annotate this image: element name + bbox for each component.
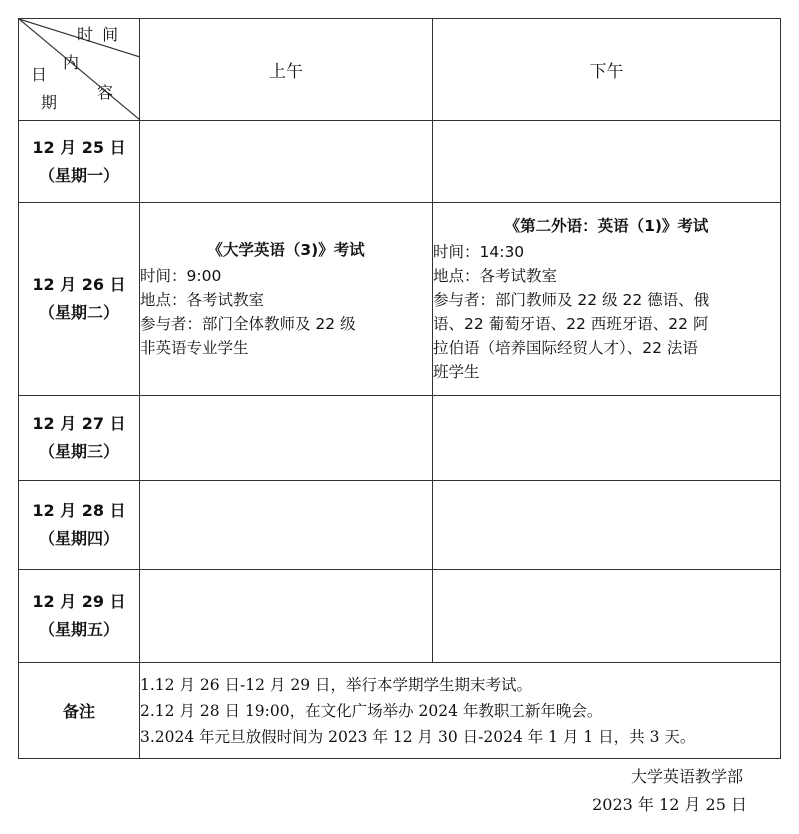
event-time: 时间：9:00: [140, 267, 222, 285]
afternoon-cell: [433, 121, 781, 203]
table-row: [19, 396, 781, 481]
morning-cell: [140, 481, 433, 570]
date-label: 12 月 27 日: [32, 414, 126, 433]
corner-time-label: 时 间: [77, 25, 121, 44]
event-time: 时间：14:30: [433, 243, 525, 261]
weekday-label: （星期二）: [38, 303, 119, 322]
date-cell: [19, 203, 140, 396]
table-row: [19, 203, 781, 396]
date-cell: [19, 121, 140, 203]
notes-row: [19, 663, 781, 759]
morning-header: 上午: [140, 19, 433, 121]
note-item: 2.12 月 28 日 19:00，在文化广场举办 2024 年教职工新年晚会。: [140, 701, 603, 720]
date-cell: [19, 481, 140, 570]
date-label: 12 月 26 日: [32, 275, 126, 294]
corner-content-bottom: 容: [97, 83, 114, 102]
morning-cell: [140, 121, 433, 203]
morning-cell: [140, 396, 433, 481]
notes-label: 备注: [19, 663, 140, 759]
table-row: [19, 481, 781, 570]
signature-date: 2023 年 12 月 25 日: [592, 795, 747, 814]
event-participants: 非英语专业学生: [140, 339, 249, 357]
schedule-table: [18, 18, 781, 759]
afternoon-cell: [433, 203, 781, 396]
weekday-label: （星期三）: [38, 442, 119, 461]
afternoon-cell: [433, 570, 781, 663]
event-participants: 班学生: [433, 363, 480, 381]
note-item: 3.2024 年元旦放假时间为 2023 年 12 月 30 日-2024 年 1 月 1 日，共 3 天。: [140, 727, 696, 746]
weekday-label: （星期四）: [38, 529, 119, 548]
table-row: [19, 570, 781, 663]
date-cell: [19, 396, 140, 481]
morning-cell: [140, 570, 433, 663]
weekday-label: （星期五）: [38, 620, 119, 639]
date-label: 12 月 29 日: [32, 592, 126, 611]
afternoon-cell: [433, 481, 781, 570]
corner-header-cell: [19, 19, 140, 121]
event-participants: 拉伯语（培养国际经贸人才）、22 法语: [433, 339, 698, 357]
afternoon-header: 下午: [433, 19, 781, 121]
header-row: [19, 19, 781, 121]
afternoon-cell: [433, 396, 781, 481]
date-label: 12 月 28 日: [32, 501, 126, 520]
event-title: 《第二外语：英语（1)》考试: [504, 217, 709, 235]
event-participants: 参与者：部门教师及 22 级 22 德语、俄: [433, 291, 710, 309]
event-place: 地点：各考试教室: [433, 267, 558, 285]
event-participants: 语、22 葡萄牙语、22 西班牙语、22 阿: [433, 315, 709, 333]
date-label: 12 月 25 日: [32, 137, 126, 157]
corner-date-bottom: 期: [41, 93, 58, 112]
note-item: 1.12 月 26 日-12 月 29 日，举行本学期学生期末考试。: [140, 675, 532, 694]
weekday-label: （星期一）: [38, 165, 119, 185]
event-title: 《大学英语（3)》考试: [207, 241, 365, 259]
date-cell: [19, 570, 140, 663]
event-participants: 参与者：部门全体教师及 22 级: [140, 315, 356, 333]
event-place: 地点：各考试教室: [140, 291, 265, 309]
table-row: [19, 121, 781, 203]
notes-cell: [140, 663, 781, 759]
corner-content-top: 内: [63, 53, 80, 72]
signature-department: 大学英语教学部: [630, 767, 743, 786]
corner-date-top: 日: [31, 65, 48, 84]
morning-cell: [140, 203, 433, 396]
